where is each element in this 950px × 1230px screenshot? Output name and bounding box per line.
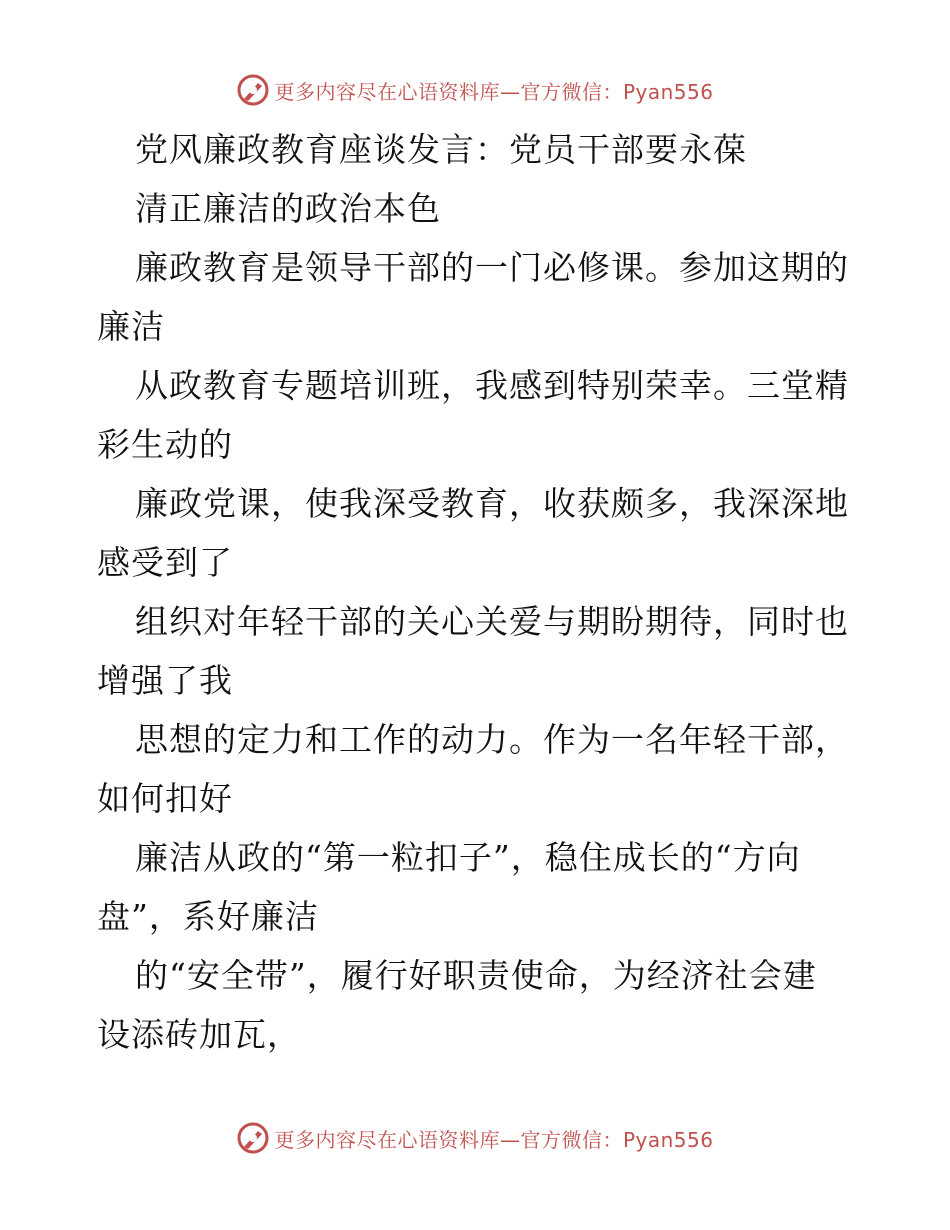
text-line: 感受到了	[97, 543, 233, 582]
pen-circle-logo-icon	[236, 1121, 270, 1155]
text-line: 盘”，系好廉洁	[97, 897, 319, 936]
text-line: 的“安全带”，履行好职责使命，为经济社会建	[135, 956, 817, 995]
text-line: 彩生动的	[97, 425, 233, 464]
text-line: 廉政党课，使我深受教育，收获颇多，我深深地	[135, 484, 849, 523]
text-line: 从政教育专题培训班，我感到特别荣幸。三堂精	[135, 366, 849, 405]
text-line: 如何扣好	[97, 779, 233, 818]
title-line-2: 清正廉洁的政治本色	[135, 189, 441, 228]
footer-banner	[0, 1118, 950, 1158]
banner-text: 更多内容尽在心语资料库—官方微信：Pyan556	[274, 79, 714, 104]
text-line: 组织对年轻干部的关心关爱与期盼期待，同时也	[135, 602, 849, 641]
banner-text: 更多内容尽在心语资料库—官方微信：Pyan556	[274, 1127, 714, 1152]
text-line: 思想的定力和工作的动力。作为一名年轻干部，	[135, 720, 849, 759]
title-line-1: 党风廉政教育座谈发言：党员干部要永葆	[135, 130, 747, 169]
text-line: 廉政教育是领导干部的一门必修课。参加这期的	[135, 248, 849, 287]
text-line: 增强了我	[97, 661, 233, 700]
text-line: 廉洁	[97, 307, 165, 346]
text-line: 设添砖加瓦，	[97, 1015, 301, 1054]
document-body	[97, 120, 857, 1064]
header-banner	[0, 70, 950, 110]
pen-circle-logo-icon	[236, 73, 270, 107]
text-line: 廉洁从政的“第一粒扣子”，稳住成长的“方向	[135, 838, 801, 877]
